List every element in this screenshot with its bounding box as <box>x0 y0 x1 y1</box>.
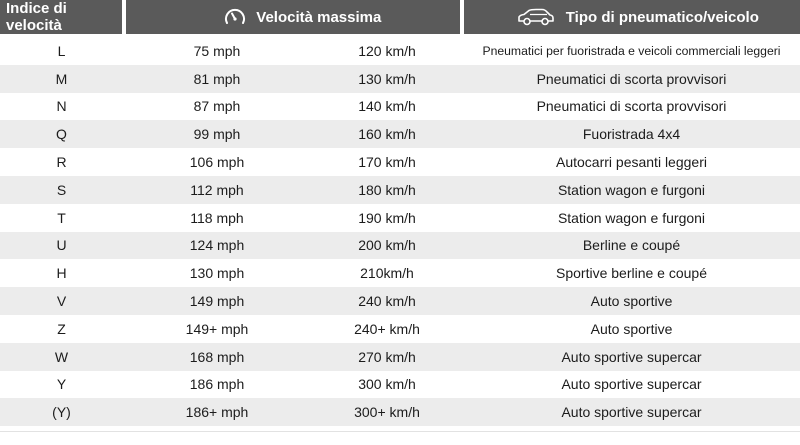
speed-index-cell: N <box>56 98 67 115</box>
speed-index-cell: M <box>55 70 68 87</box>
speed-mph-cell: 112 mph <box>190 181 244 198</box>
table-row <box>0 232 800 260</box>
speed-index-cell: U <box>56 237 67 254</box>
speed-index-cell: R <box>56 154 67 171</box>
table-row <box>0 287 800 315</box>
vehicle-type-cell: Autocarri pesanti leggeri <box>556 154 707 171</box>
table-row <box>0 37 800 65</box>
header-max-speed <box>126 0 460 34</box>
speed-index-cell: Z <box>57 320 66 337</box>
vehicle-type-cell: Auto sportive <box>590 320 673 337</box>
table-row <box>0 148 800 176</box>
table-row <box>0 93 800 121</box>
vehicle-type-cell: Auto sportive supercar <box>561 348 702 365</box>
vehicle-type-cell: Sportive berline e coupé <box>556 265 707 282</box>
table-row <box>0 120 800 148</box>
speed-kmh-cell: 240+ km/h <box>354 320 420 337</box>
speed-mph-cell: 99 mph <box>193 126 241 143</box>
table-row <box>0 204 800 232</box>
table-row <box>0 398 800 426</box>
speed-kmh-cell: 190 km/h <box>358 209 416 226</box>
table-row <box>0 65 800 93</box>
speed-index-cell: S <box>56 181 67 198</box>
speed-mph-cell: 149+ mph <box>185 320 249 337</box>
speed-kmh-cell: 140 km/h <box>358 98 416 115</box>
speed-mph-cell: 75 mph <box>193 42 241 59</box>
vehicle-type-cell: Pneumatici di scorta provvisori <box>536 70 727 87</box>
table-header <box>0 0 800 34</box>
speed-kmh-cell: 130 km/h <box>358 70 416 87</box>
speed-mph-cell: 186+ mph <box>185 404 249 421</box>
speed-mph-cell: 149 mph <box>189 293 245 310</box>
table-row <box>0 343 800 371</box>
vehicle-type-cell: Pneumatici di scorta provvisori <box>536 98 727 115</box>
vehicle-type-cell: Berline e coupé <box>582 237 681 254</box>
table-row <box>0 371 800 399</box>
speed-mph-cell: 81 mph <box>193 70 241 87</box>
vehicle-type-cell: Fuoristrada 4x4 <box>582 126 681 143</box>
speed-index-cell: (Y) <box>52 404 71 421</box>
speed-index-cell: H <box>56 265 67 282</box>
speed-kmh-cell: 300+ km/h <box>354 404 420 421</box>
speed-kmh-cell: 210km/h <box>360 265 414 282</box>
speed-mph-cell: 118 mph <box>190 209 244 226</box>
speed-kmh-cell: 160 km/h <box>358 126 416 143</box>
speed-kmh-cell: 180 km/h <box>358 181 416 198</box>
table-row <box>0 176 800 204</box>
speed-index-cell: L <box>57 42 66 59</box>
header-tire-type <box>464 0 800 34</box>
speed-kmh-cell: 240 km/h <box>358 293 416 310</box>
speed-kmh-cell: 300 km/h <box>358 376 416 393</box>
speed-kmh-cell: 200 km/h <box>358 237 416 254</box>
header-tire-type-label: Tipo di pneumatico/veicolo <box>565 8 759 26</box>
vehicle-type-cell: Auto sportive <box>590 293 673 310</box>
speed-mph-cell: 186 mph <box>189 376 245 393</box>
speed-mph-cell: 87 mph <box>193 98 241 115</box>
vehicle-type-cell: Station wagon e furgoni <box>557 209 706 226</box>
speed-kmh-cell: 270 km/h <box>358 348 416 365</box>
vehicle-type-cell: Pneumatici per fuoristrada e veicoli commerciali leggeri <box>482 43 781 58</box>
header-speed-index <box>0 0 122 34</box>
speed-mph-cell: 130 mph <box>189 265 245 282</box>
header-speed-index-label: Indice di velocità <box>6 0 67 34</box>
car-icon <box>516 8 556 26</box>
speed-index-cell: Q <box>56 126 67 143</box>
speed-mph-cell: 106 mph <box>189 154 245 171</box>
speed-kmh-cell: 120 km/h <box>358 42 416 59</box>
table-row <box>0 259 800 287</box>
vehicle-type-cell: Auto sportive supercar <box>561 376 702 393</box>
speed-kmh-cell: 170 km/h <box>358 154 416 171</box>
table-body <box>0 37 800 426</box>
header-max-speed-label: Velocità massima <box>256 8 382 26</box>
speed-mph-cell: 124 mph <box>189 237 245 254</box>
vehicle-type-cell: Auto sportive supercar <box>561 404 702 421</box>
speedometer-icon <box>224 7 246 27</box>
speed-index-cell: Y <box>56 376 67 393</box>
vehicle-type-cell: Station wagon e furgoni <box>557 181 706 198</box>
speed-index-cell: T <box>57 209 66 226</box>
table-row <box>0 315 800 343</box>
speed-index-cell: W <box>54 348 69 365</box>
speed-index-cell: V <box>56 293 67 310</box>
speed-mph-cell: 168 mph <box>189 348 245 365</box>
table-bottom-rule <box>0 431 800 432</box>
